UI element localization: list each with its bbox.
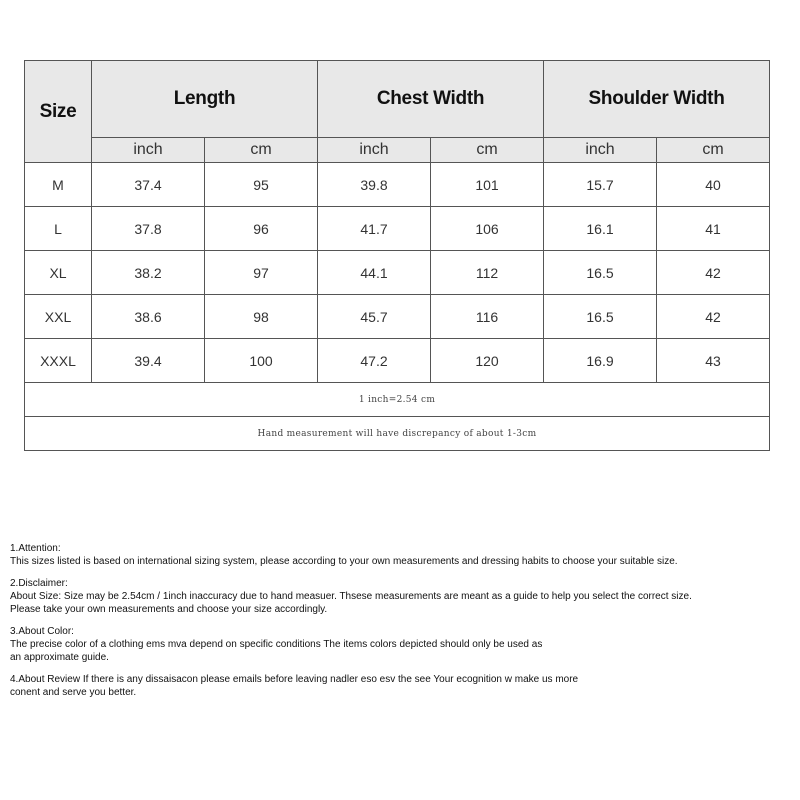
- cell-shoulder-inch: 16.5: [544, 251, 657, 295]
- cell-length-cm: 96: [205, 207, 318, 251]
- cell-chest-cm: 112: [431, 251, 544, 295]
- cell-chest-inch: 47.2: [318, 339, 431, 383]
- cell-chest-cm: 116: [431, 295, 544, 339]
- note-line: conent and serve you better.: [10, 687, 137, 698]
- note-line: Please take your own measurements and choose your size accordingly.: [10, 604, 328, 615]
- cell-length-cm: 100: [205, 339, 318, 383]
- unit-length-inch: inch: [92, 138, 205, 163]
- cell-size: XXXL: [25, 339, 92, 383]
- cell-length-cm: 98: [205, 295, 318, 339]
- table-row-l: [25, 207, 770, 251]
- cell-shoulder-inch: 16.1: [544, 207, 657, 251]
- conversion-note: 1 inch=2.54 cm: [25, 383, 770, 417]
- unit-row: [25, 138, 770, 163]
- cell-shoulder-inch: 16.5: [544, 295, 657, 339]
- cell-shoulder-cm: 40: [657, 163, 770, 207]
- header-row: [25, 61, 770, 138]
- cell-size: XL: [25, 251, 92, 295]
- cell-chest-inch: 39.8: [318, 163, 431, 207]
- table-row-xxxl: [25, 339, 770, 383]
- unit-length-cm: cm: [205, 138, 318, 163]
- cell-shoulder-cm: 42: [657, 295, 770, 339]
- note-line: 4.About Review If there is any dissaisacon please emails before leaving nadler eso esv the see Your ecognition w make us more: [10, 674, 579, 685]
- cell-length-cm: 97: [205, 251, 318, 295]
- cell-chest-inch: 41.7: [318, 207, 431, 251]
- cell-size: XXL: [25, 295, 92, 339]
- cell-chest-cm: 101: [431, 163, 544, 207]
- table-row-xl: [25, 251, 770, 295]
- cell-shoulder-inch: 15.7: [544, 163, 657, 207]
- note-about-review: [10, 673, 795, 699]
- unit-chest-inch: inch: [318, 138, 431, 163]
- note-line: The precise color of a clothing ems mva depend on specific conditions The items colors depicted should only be used as: [10, 639, 543, 650]
- cell-length-inch: 38.6: [92, 295, 205, 339]
- cell-length-inch: 38.2: [92, 251, 205, 295]
- cell-size: M: [25, 163, 92, 207]
- unit-shoulder-inch: inch: [544, 138, 657, 163]
- note-line: About Size: Size may be 2.54cm / 1inch inaccuracy due to hand measuer. Thsese measurements are meant as a guide to help you select the correct size.: [10, 591, 692, 602]
- cell-shoulder-cm: 42: [657, 251, 770, 295]
- size-chart-table: [24, 60, 770, 451]
- note-line: an approximate guide.: [10, 652, 109, 663]
- cell-shoulder-inch: 16.9: [544, 339, 657, 383]
- cell-length-inch: 37.4: [92, 163, 205, 207]
- cell-length-inch: 37.8: [92, 207, 205, 251]
- cell-chest-cm: 106: [431, 207, 544, 251]
- unit-shoulder-cm: cm: [657, 138, 770, 163]
- note-line: This sizes listed is based on international sizing system, please according to your own measurements and dressing habits to choose your suitable size.: [10, 556, 678, 567]
- table-row-xxl: [25, 295, 770, 339]
- discrepancy-note: Hand measurement will have discrepancy of about 1-3cm: [25, 417, 770, 451]
- cell-length-inch: 39.4: [92, 339, 205, 383]
- note-heading: 3.About Color:: [10, 626, 74, 637]
- header-chest-width: Chest Width: [318, 61, 544, 138]
- cell-size: L: [25, 207, 92, 251]
- note-attention: [10, 542, 795, 568]
- cell-length-cm: 95: [205, 163, 318, 207]
- unit-chest-cm: cm: [431, 138, 544, 163]
- cell-chest-inch: 44.1: [318, 251, 431, 295]
- discrepancy-note-row: [25, 417, 770, 451]
- header-size: Size: [25, 61, 92, 163]
- note-heading: 2.Disclaimer:: [10, 578, 68, 589]
- cell-chest-inch: 45.7: [318, 295, 431, 339]
- conversion-note-row: [25, 383, 770, 417]
- note-about-color: [10, 625, 795, 664]
- notes-section: [10, 542, 795, 708]
- table-row-m: [25, 163, 770, 207]
- note-disclaimer: [10, 577, 795, 616]
- header-length: Length: [92, 61, 318, 138]
- cell-shoulder-cm: 41: [657, 207, 770, 251]
- cell-shoulder-cm: 43: [657, 339, 770, 383]
- note-heading: 1.Attention:: [10, 543, 61, 554]
- header-shoulder-width: Shoulder Width: [544, 61, 770, 138]
- cell-chest-cm: 120: [431, 339, 544, 383]
